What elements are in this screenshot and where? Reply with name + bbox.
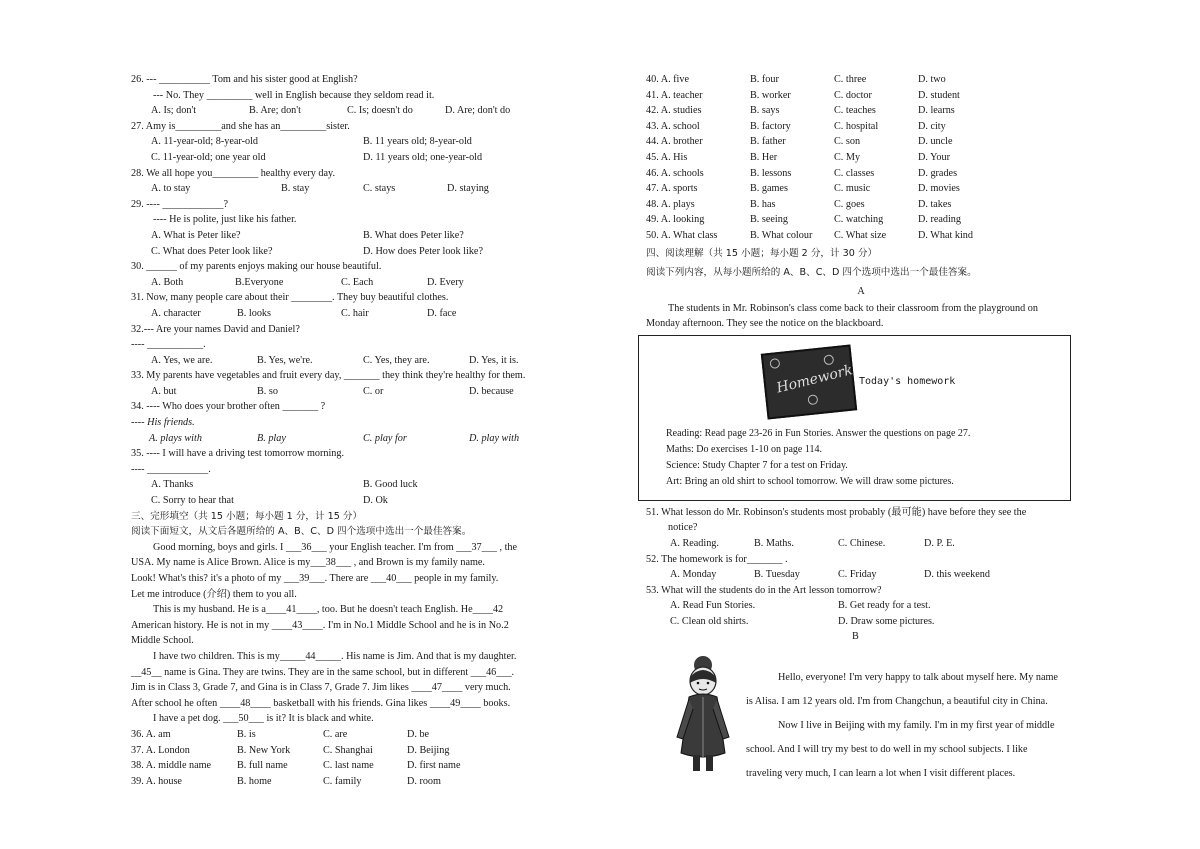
option-a[interactable]: 39. A. house	[131, 775, 182, 787]
option-a[interactable]: 42. A. studies	[646, 105, 702, 117]
option-b[interactable]: B. says	[750, 105, 780, 117]
option-a[interactable]: A. character	[151, 307, 201, 319]
option-a[interactable]: A. Read Fun Stories.	[670, 600, 756, 612]
option-a[interactable]: A. but	[151, 385, 177, 397]
q51-options	[646, 536, 1076, 552]
option-a[interactable]: 40. A. five	[646, 74, 690, 85]
q27-options-row2	[131, 150, 551, 166]
board-text: Homework	[774, 361, 855, 397]
option-a[interactable]: A. Monday	[670, 569, 717, 581]
question-34: 34. ---- Who does your brother often _______ ?	[131, 401, 326, 413]
cloze-option-row	[646, 119, 1076, 135]
passage-line: Look! What's this? it's a photo of my ___39___. There are ___40___ people in my family.	[131, 573, 499, 584]
option-d[interactable]: D. 11 years old; one-year-old	[363, 151, 483, 163]
option-a[interactable]: 48. A. plays	[646, 198, 695, 210]
girl-illustration	[669, 653, 737, 775]
question-27: 27. Amy is_________and she has an_________sister.	[131, 120, 350, 132]
q31-options	[131, 306, 551, 322]
passage-b-line: Hello, everyone! I'm very happy to talk about myself here. My name	[778, 672, 1058, 683]
option-d[interactable]: D. Draw some pictures.	[838, 615, 935, 627]
option-d[interactable]: D. reading	[918, 214, 961, 226]
option-b[interactable]: B. Get ready for a test.	[838, 600, 931, 612]
cloze-option-row	[131, 727, 551, 743]
option-a[interactable]: A. Both	[151, 276, 184, 288]
right-column	[646, 72, 1076, 645]
option-b[interactable]: B. What does Peter like?	[363, 229, 464, 241]
option-c[interactable]: C. son	[834, 136, 861, 148]
option-d[interactable]: D. be	[407, 728, 430, 740]
option-b[interactable]: B. Her	[750, 151, 778, 163]
left-column	[131, 72, 551, 789]
option-b[interactable]: B. home	[237, 775, 272, 787]
option-d[interactable]: D. student	[918, 89, 960, 101]
option-c[interactable]: C. Each	[341, 276, 374, 288]
option-b[interactable]: B. four	[750, 74, 779, 85]
q30-options	[131, 275, 551, 291]
option-d[interactable]: D. Are; don't do	[445, 105, 511, 117]
question-32: 32.--- Are your names David and Daniel?	[131, 323, 300, 335]
option-a[interactable]: 41. A. teacher	[646, 89, 703, 101]
option-c[interactable]: C. doctor	[834, 89, 872, 101]
cloze-option-row	[646, 197, 1076, 213]
option-c[interactable]: C. Yes, they are.	[363, 354, 430, 366]
passage-a-intro: Monday afternoon. They see the notice on the blackboard.	[646, 318, 884, 330]
homework-board-image	[761, 344, 857, 419]
option-a[interactable]: A. Yes, we are.	[151, 354, 213, 366]
option-d[interactable]: D. learns	[918, 105, 955, 117]
option-b[interactable]: B. Good luck	[363, 479, 418, 491]
option-b[interactable]: B. Yes, we're.	[257, 354, 313, 366]
option-a[interactable]: 46. A. schools	[646, 167, 704, 179]
section-3-title: 三、完形填空（共 15 小题；每小题 1 分，计 15 分）	[131, 510, 363, 522]
option-c[interactable]: C. or	[363, 385, 384, 397]
notice-line-art: Art: Bring an old shirt to school tomorrow. We will draw some pictures.	[666, 475, 954, 487]
option-b[interactable]: B.Everyone	[235, 276, 284, 288]
option-d[interactable]: D. Beijing	[407, 744, 450, 756]
option-b[interactable]: B. Maths.	[754, 537, 794, 549]
option-d[interactable]: D. takes	[918, 198, 952, 210]
option-c[interactable]: C. Friday	[838, 569, 877, 581]
option-a[interactable]: A. What is Peter like?	[151, 229, 241, 241]
option-c[interactable]: C. What size	[834, 229, 887, 241]
option-a[interactable]: 45. A. His	[646, 151, 688, 163]
cloze-option-row	[131, 758, 551, 774]
passage-line: This is my husband. He is a____41____, too. But he doesn't teach English. He____42	[153, 604, 504, 616]
cloze-option-row	[646, 181, 1076, 197]
passage-a-intro: The students in Mr. Robinson's class come back to their classroom from the playground on	[668, 302, 1038, 314]
notice-line-science: Science: Study Chapter 7 for a test on Friday.	[666, 459, 848, 471]
option-a[interactable]: 38. A. middle name	[131, 760, 212, 772]
cloze-option-row	[646, 150, 1076, 166]
option-c[interactable]: C. Sorry to hear that	[151, 495, 234, 507]
option-d[interactable]: D. play with	[469, 432, 520, 444]
option-c[interactable]: C. hospital	[834, 120, 879, 132]
passage-line: I have a pet dog. ___50___ is it? It is black and white.	[153, 713, 374, 725]
question-28: 28. We all hope you_________ healthy every day.	[131, 167, 336, 179]
option-c[interactable]: C. are	[323, 728, 348, 740]
option-d[interactable]: D. staying	[447, 183, 489, 195]
question-29-line2: ---- He is polite, just like his father.	[153, 214, 297, 226]
question-30: 30. ______ of my parents enjoys making our house beautiful.	[131, 261, 382, 273]
option-a[interactable]: A. Is; don't	[151, 105, 197, 117]
q26-options	[131, 103, 551, 119]
option-d[interactable]: D. because	[469, 385, 514, 397]
option-b[interactable]: B. games	[750, 183, 788, 195]
option-b[interactable]: B. play	[257, 432, 286, 444]
option-d[interactable]: D. grades	[918, 167, 958, 179]
option-a[interactable]: 50. A. What class	[646, 229, 718, 241]
passage-b-text	[746, 666, 1072, 786]
cloze-option-row	[646, 88, 1076, 104]
question-32-line2: ---- ___________.	[131, 339, 206, 351]
cloze-option-row	[646, 134, 1076, 150]
passage-line: USA. My name is Alice Brown. Alice is my___38___ , and Brown is my family name.	[131, 557, 485, 569]
option-a[interactable]: 43. A. school	[646, 120, 700, 132]
question-53: 53. What will the students do in the Art lesson tomorrow?	[646, 584, 882, 596]
question-34-line2: ---- His friends.	[131, 417, 195, 429]
q27-options-row1	[131, 134, 551, 150]
option-b[interactable]: B. looks	[237, 307, 271, 319]
option-b[interactable]: B. seeing	[750, 214, 788, 226]
option-c[interactable]: C. What does Peter look like?	[151, 245, 273, 257]
option-d[interactable]: D. Every	[427, 276, 464, 288]
option-b[interactable]: B. Are; don't	[249, 105, 301, 117]
option-d[interactable]: D. uncle	[918, 136, 953, 148]
option-c[interactable]: C. 11-year-old; one year old	[151, 151, 266, 163]
cloze-option-row	[646, 72, 1076, 88]
passage-b-line: school. And I will try my best to do well in my school subjects. I like	[746, 744, 1028, 755]
q35-options-row1	[131, 477, 551, 493]
q33-options	[131, 384, 551, 400]
option-c[interactable]: C. family	[323, 775, 362, 787]
passage-line: Let me introduce (介绍) them to you all.	[131, 588, 297, 600]
cloze-option-row	[646, 212, 1076, 228]
question-35-line2: ---- ____________.	[131, 463, 211, 475]
q34-options	[131, 431, 551, 447]
q28-options	[131, 181, 551, 197]
passage-a-label: A	[857, 285, 865, 297]
passage-line: Jim is in Class 3, Grade 7, and Gina is in Class 7, Grade 7. Jim likes ____47____ very much.	[131, 682, 511, 694]
option-d[interactable]: D. How does Peter look like?	[363, 245, 483, 257]
option-b[interactable]: B. full name	[237, 760, 288, 772]
option-b[interactable]: B. 11 years old; 8-year-old	[363, 136, 472, 148]
section-4-instructions: 阅读下列内容，从每小题所给的 A、B、C、D 四个选项中选出一个最佳答案。	[646, 266, 977, 278]
cloze-option-row	[131, 774, 551, 790]
passage-line: I have two children. This is my_____44_____. His name is Jim. And that is my daughter.	[153, 650, 517, 662]
question-26: 26. --- __________ Tom and his sister good at English?	[131, 74, 358, 85]
option-c[interactable]: C. Chinese.	[838, 537, 886, 549]
passage-b-line: is Alisa. I am 12 years old. I'm from Changchun, a beautiful city in China.	[746, 696, 1048, 707]
option-d[interactable]: D. first name	[407, 760, 461, 772]
option-c[interactable]: C. Shanghai	[323, 744, 373, 756]
q35-options-row2	[131, 493, 551, 509]
option-b[interactable]: B. has	[750, 198, 776, 210]
option-d[interactable]: D. city	[918, 120, 946, 132]
option-d[interactable]: D. Your	[918, 151, 950, 163]
option-a[interactable]: 47. A. sports	[646, 183, 698, 195]
option-b[interactable]: B. What colour	[750, 229, 813, 241]
option-c[interactable]: C. teaches	[834, 105, 876, 117]
question-52: 52. The homework is for_______ .	[646, 553, 788, 565]
cloze-option-row	[131, 743, 551, 759]
option-d[interactable]: D. this weekend	[924, 569, 990, 581]
question-26-line2: --- No. They _________ well in English because they seldom read it.	[153, 89, 435, 101]
option-d[interactable]: D. Ok	[363, 495, 388, 507]
option-a[interactable]: A. Thanks	[151, 479, 194, 491]
option-d[interactable]: D. two	[918, 74, 946, 85]
homework-notice	[638, 335, 1071, 501]
option-b[interactable]: B. is	[237, 728, 256, 740]
question-51: 51. What lesson do Mr. Robinson's students most probably (最可能) have before they see the	[646, 506, 1027, 518]
q29-options-row1	[131, 228, 551, 244]
section-4-title: 四、阅读理解（共 15 小题；每小题 2 分，计 30 分）	[646, 247, 878, 259]
option-b[interactable]: B. lessons	[750, 167, 792, 179]
option-b[interactable]: B. New York	[237, 744, 291, 756]
passage-b-label: B	[852, 631, 859, 643]
option-d[interactable]: D. face	[427, 307, 457, 319]
question-35: 35. ---- I will have a driving test tomorrow morning.	[131, 448, 345, 460]
option-b[interactable]: B. so	[257, 385, 278, 397]
notice-line-maths: Maths: Do exercises 1-10 on page 114.	[666, 443, 822, 455]
cloze-option-row	[646, 166, 1076, 182]
option-d[interactable]: D. P. E.	[924, 537, 955, 549]
passage-line: Middle School.	[131, 635, 194, 647]
q53-options-row2	[646, 614, 1076, 630]
option-a[interactable]: A. 11-year-old; 8-year-old	[151, 136, 258, 148]
cloze-option-row	[646, 103, 1076, 119]
option-a[interactable]: A. Reading.	[670, 537, 719, 549]
option-a[interactable]: 49. A. looking	[646, 214, 705, 226]
option-c[interactable]: C. Is; doesn't do	[347, 105, 413, 117]
option-c[interactable]: C. hair	[341, 307, 369, 319]
notice-line-reading: Reading: Read page 23-26 in Fun Stories. Answer the questions on page 27.	[666, 427, 971, 439]
q53-options-row1	[646, 598, 1076, 614]
question-31: 31. Now, many people care about their ________. They buy beautiful clothes.	[131, 292, 449, 304]
option-d[interactable]: D. Yes, it is.	[469, 354, 519, 366]
option-d[interactable]: D. What kind	[918, 229, 973, 241]
question-51-line2: notice?	[668, 522, 698, 534]
q29-options-row2	[131, 244, 551, 260]
option-b[interactable]: B. stay	[281, 183, 310, 195]
option-d[interactable]: D. room	[407, 775, 441, 787]
option-c[interactable]: C. music	[834, 183, 871, 195]
option-c[interactable]: C. stays	[363, 183, 396, 195]
option-a[interactable]: A. plays with	[149, 432, 202, 444]
passage-b-line: Now I live in Beijing with my family. I'm in my first year of middle	[778, 720, 1055, 731]
option-d[interactable]: D. movies	[918, 183, 960, 195]
option-c[interactable]: C. three	[834, 74, 867, 85]
question-33: 33. My parents have vegetables and fruit every day, _______ they think they're healthy for them.	[131, 370, 526, 382]
cloze-option-row	[646, 228, 1076, 244]
option-b[interactable]: B. factory	[750, 120, 791, 132]
passage-line: After school he often ____48____ basketball with his friends. Gina likes ____49____ books.	[131, 697, 511, 709]
q52-options	[646, 567, 1076, 583]
question-29: 29. ---- ____________?	[131, 198, 229, 210]
option-a[interactable]: 36. A. am	[131, 728, 171, 740]
passage-line: American history. He is not in my ____43____. I'm in No.1 Middle School and he is in No.2	[131, 619, 509, 631]
option-c[interactable]: C. goes	[834, 198, 865, 210]
option-a[interactable]: 44. A. brother	[646, 136, 703, 148]
option-a[interactable]: A. to stay	[151, 183, 191, 195]
option-c[interactable]: C. Clean old shirts.	[670, 615, 749, 627]
notice-heading: Today's homework	[859, 375, 956, 387]
option-c[interactable]: C. classes	[834, 167, 875, 179]
passage-line: __45__ name is Gina. They are twins. They are in the same school, but in different ___46___.	[131, 666, 515, 678]
section-3-instructions: 阅读下面短文，从文后各题所给的 A、B、C、D 四个选项中选出一个最佳答案。	[131, 526, 472, 538]
option-b[interactable]: B. worker	[750, 89, 791, 101]
passage-b-line: traveling very much, I can learn a lot when I visit different places.	[746, 768, 1016, 779]
option-b[interactable]: B. Tuesday	[754, 569, 800, 581]
option-b[interactable]: B. father	[750, 136, 786, 148]
option-a[interactable]: 37. A. London	[131, 744, 190, 756]
q32-options	[131, 353, 551, 369]
option-c[interactable]: C. last name	[323, 760, 374, 772]
passage-line: Good morning, boys and girls. I ___36___ your English teacher. I'm from ___37___ , the	[153, 541, 518, 553]
option-c[interactable]: C. play for	[363, 432, 407, 444]
option-c[interactable]: C. watching	[834, 214, 884, 226]
option-c[interactable]: C. My	[834, 151, 861, 163]
